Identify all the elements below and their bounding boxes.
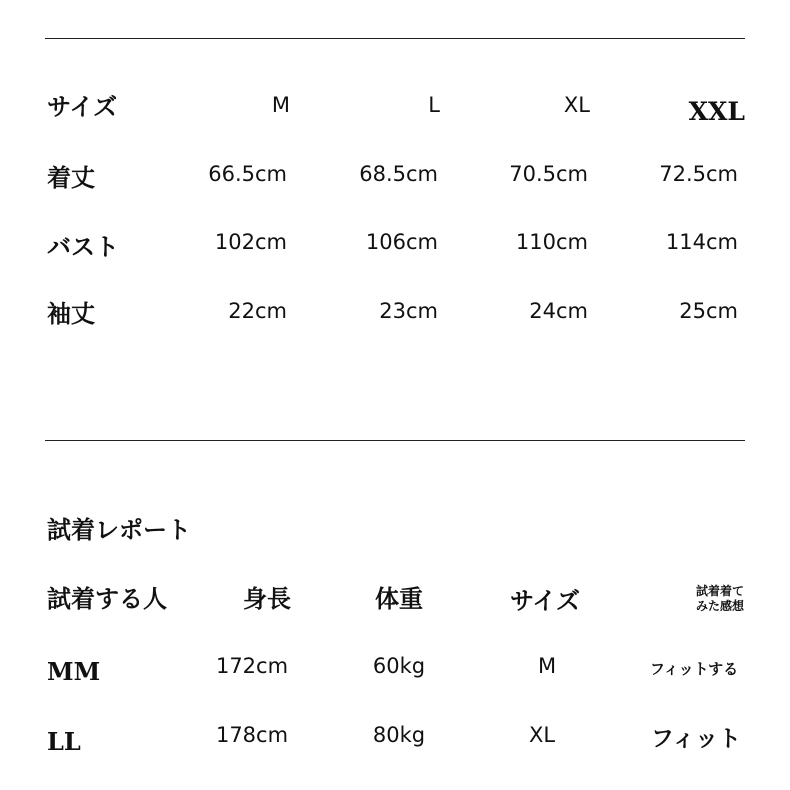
length-value-l: 68.5cm (359, 162, 438, 186)
sleeve-label: 袖丈 (47, 299, 95, 328)
top-divider (45, 38, 745, 39)
sleeve-value-xl: 24cm (529, 299, 588, 323)
fitting-header-weight: 体重 (375, 584, 423, 613)
size-header-m: M (271, 93, 290, 117)
fitting-report-title: 試着レポート (47, 515, 191, 544)
middle-divider (45, 440, 745, 441)
length-value-xxl: 72.5cm (659, 162, 738, 186)
sleeve-value-l: 23cm (379, 299, 438, 323)
bust-value-l: 106cm (365, 230, 438, 254)
size-header-xl: XL (563, 93, 590, 117)
fitting-height-2: 178cm (215, 723, 289, 747)
fitting-header-height: 身長 (243, 584, 291, 613)
fitting-header-impression-1: 試着着て (695, 584, 744, 598)
fitting-weight-1: 60kg (372, 654, 426, 678)
bust-label: バスト (47, 232, 119, 261)
fitting-size-2: XL (528, 723, 556, 747)
fitting-header-person: 試着する人 (47, 584, 167, 613)
length-value-m: 66.5cm (208, 162, 287, 186)
fitting-person-2: LL (47, 727, 81, 756)
length-label: 着丈 (47, 163, 95, 192)
fitting-height-1: 172cm (215, 654, 289, 678)
bust-value-m: 102cm (214, 230, 287, 254)
length-value-xl: 70.5cm (509, 162, 588, 186)
sleeve-value-m: 22cm (228, 299, 287, 323)
fitting-size-1: M (537, 654, 557, 678)
bust-value-xxl: 114cm (665, 230, 738, 254)
fitting-impression-1: フィットする (649, 660, 739, 678)
fitting-header-impression-2: みた感想 (695, 599, 744, 613)
bust-value-xl: 110cm (515, 230, 588, 254)
size-header-l: L (428, 93, 440, 117)
fitting-weight-2: 80kg (372, 723, 426, 747)
fitting-person-1: MM (47, 657, 101, 686)
size-header-xxl: XXL (688, 97, 745, 126)
sleeve-value-xxl: 25cm (679, 299, 738, 323)
size-header-label: サイズ (47, 92, 118, 121)
fitting-header-size: サイズ (509, 586, 581, 615)
fitting-impression-2: フィット (650, 725, 742, 752)
